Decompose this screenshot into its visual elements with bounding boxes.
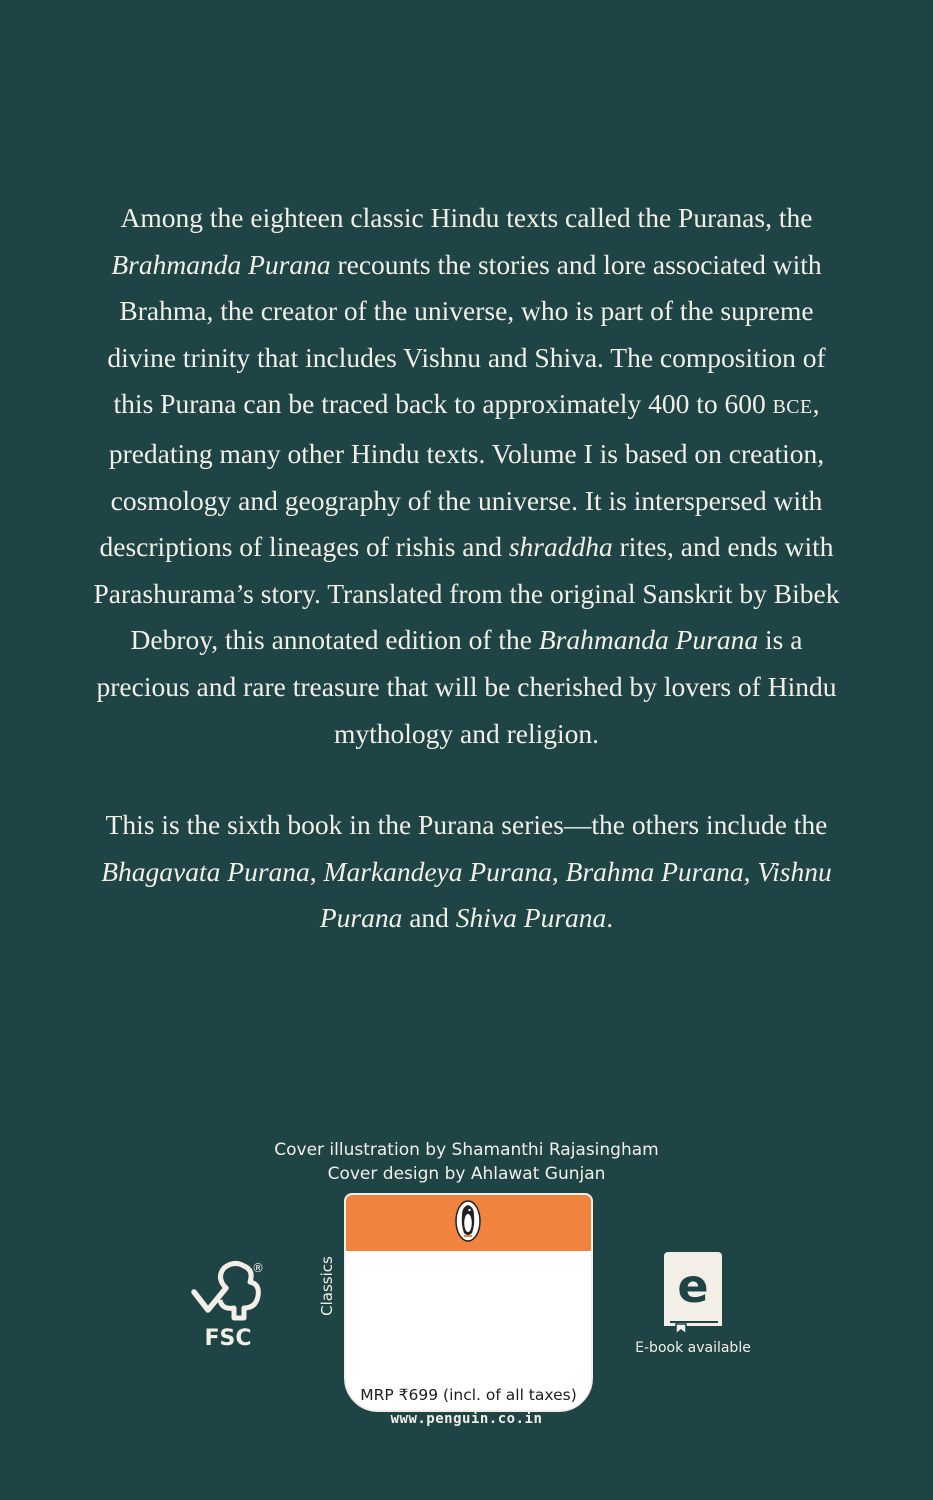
classics-label: Classics: [318, 1256, 336, 1316]
italic-title: shraddha: [508, 531, 613, 563]
italic-title: Vishnu Purana: [319, 855, 832, 934]
ebook-icon: [662, 1250, 724, 1336]
badge-orange-band: [346, 1195, 591, 1251]
italic-title: Bhagavata Purana: [101, 855, 310, 887]
mrp-price: MRP ₹699 (incl. of all taxes): [360, 1386, 577, 1404]
blurb: [90, 195, 843, 942]
ebook-letter: e: [677, 1259, 709, 1313]
ebook-available-label: E-book available: [635, 1340, 751, 1356]
italic-title: Brahmanda Purana: [111, 248, 331, 280]
blurb-paragraph-1: Among the eighteen classic Hindu texts called the Puranas, the Brahmanda Purana recounts the stories and lore associated with Brahma, the creator of the universe, who is part of the supreme divine trinity that includes Vishnu and Shiva. The composition of this Purana can be traced back to approximately 400 to 600 BCE, predating many other Hindu texts. Volume I is based on creation, cosmology and geography of the universe. It is interspersed with descriptions of lineages of rishis and shraddha rites, and ends with Parashurama’s story. Translated from the original Sanskrit by Bibek Debroy, this annotated edition of the Brahmanda Purana is a precious and rare treasure that will be cherished by lovers of Hindu mythology and religion.: [93, 202, 840, 749]
italic-title: Shiva Purana: [455, 902, 607, 934]
credits: [0, 1138, 933, 1186]
publisher-url[interactable]: www.penguin.co.in: [390, 1411, 543, 1427]
small-caps-era: BCE: [772, 396, 813, 419]
fsc-tree-icon: [186, 1258, 270, 1350]
penguin-price-badge: [344, 1193, 593, 1412]
italic-title: Brahmanda Purana: [538, 624, 759, 656]
fsc-registered-mark: ®: [252, 1261, 264, 1275]
blurb-paragraph-2: This is the sixth book in the Purana series—the others include the Bhagavata Purana, Markandeya Purana, Brahma Purana, Vishnu Purana and Shiva Purana.: [101, 809, 832, 934]
design-credit: Cover design by Ahlawat Gunjan: [327, 1164, 606, 1184]
illustration-credit: Cover illustration by Shamanthi Rajasingham: [274, 1140, 659, 1160]
penguin-logo-icon: [454, 1199, 482, 1243]
fsc-label: FSC: [204, 1326, 252, 1350]
italic-title: Brahma Purana: [565, 855, 744, 887]
italic-title: Markandeya Purana: [323, 855, 552, 887]
